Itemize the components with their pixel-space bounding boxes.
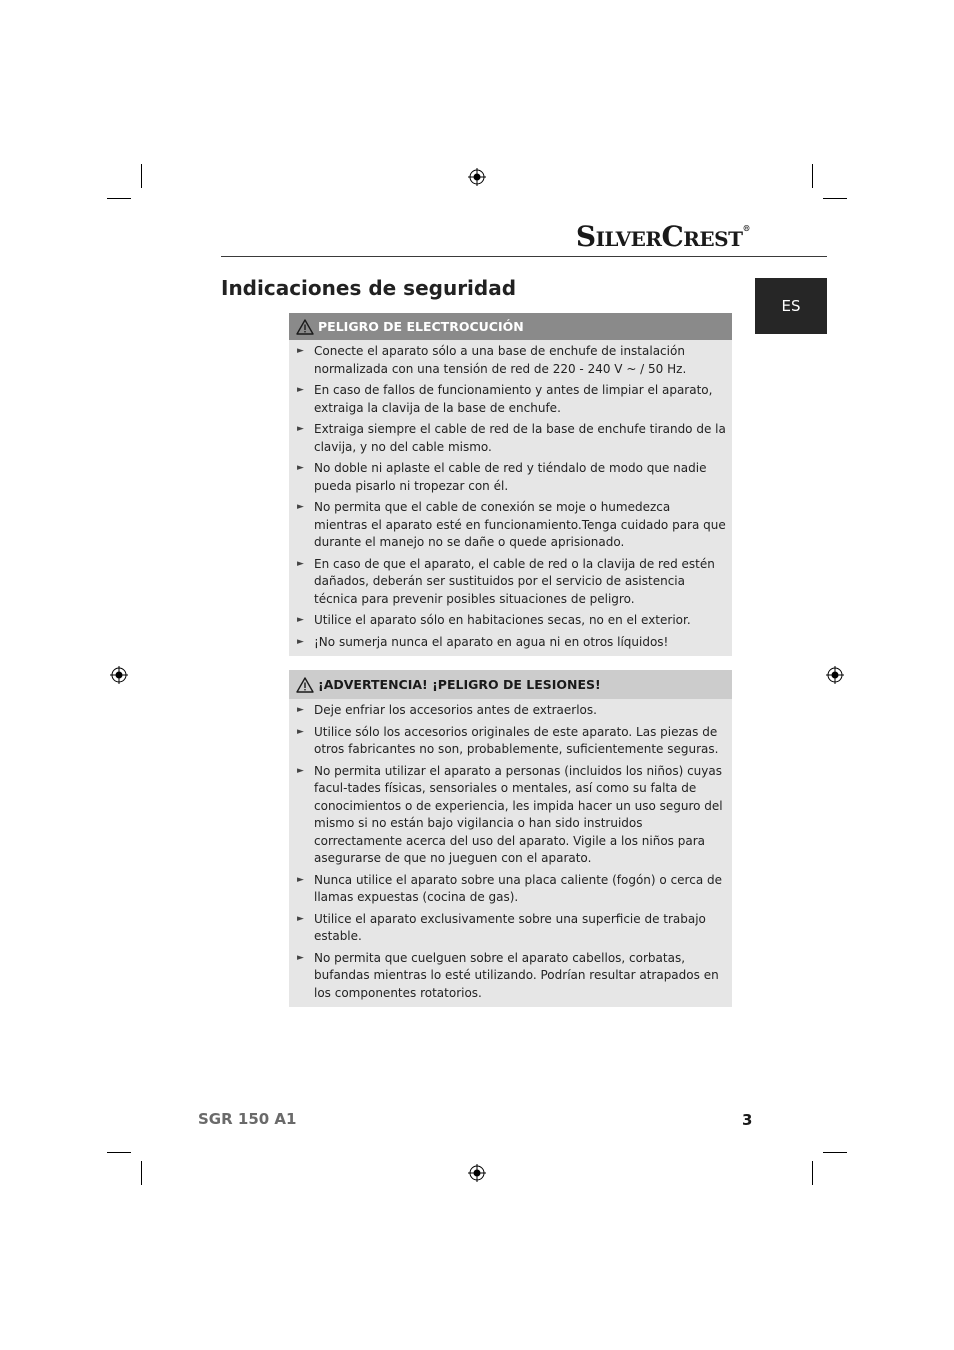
bullet-arrow-icon: ► [297, 636, 304, 647]
list-item [297, 634, 726, 652]
list-item-text: Conecte el aparato sólo a una base de enchufe de instalación normalizada con una tensión de red de 220 - 240 V ~ / 50 Hz. [314, 344, 687, 376]
bullet-arrow-icon: ► [297, 705, 304, 715]
section-heading-text: ¡ADVERTENCIA! ¡PELIGRO DE LESIONES! [318, 677, 601, 692]
bullet-arrow-icon: ► [297, 726, 304, 737]
section-heading-text: PELIGRO DE ELECTROCUCIÓN [318, 319, 524, 334]
warning-triangle-icon [296, 319, 314, 335]
crop-mark [812, 164, 813, 188]
bullet-arrow-icon: ► [297, 558, 304, 569]
bullet-arrow-icon: ► [297, 463, 304, 473]
list-item-text: Deje enfriar los accesorios antes de extraerlos. [314, 703, 597, 717]
brand-text: REST [683, 227, 743, 251]
list-item-text: No permita que cuelguen sobre el aparato cabellos, corbatas, bufandas mientras lo esté utilizando. Podrían resultar atrapados en los componentes rotatorios. [314, 950, 719, 1000]
brand-initial: C [661, 220, 684, 253]
list-item-text: En caso de fallos de funcionamiento y antes de limpiar el aparato, extraiga la clavija de la base de enchufe. [314, 383, 713, 415]
list-item-text: Nunca utilice el aparato sobre una placa caliente (fogón) o cerca de llamas expuestas (cocina de gas). [314, 872, 722, 904]
bullet-arrow-icon: ► [297, 502, 304, 512]
list-item [297, 763, 726, 868]
list-item-text: No permita que el cable de conexión se moje o humedezca mientras el aparato esté en funcionamiento.Tenga cuidado para que durante el manejo no se dañe o quede aprisionado. [314, 500, 726, 549]
bullet-arrow-icon: ► [297, 346, 304, 356]
safety-box-electrocution [289, 313, 732, 656]
registration-mark-icon [468, 168, 486, 186]
bullet-arrow-icon: ► [297, 874, 304, 885]
list-item-text: Utilice el aparato sólo en habitaciones secas, no en el exterior. [314, 613, 691, 627]
section-heading [289, 313, 732, 340]
registration-mark-icon [468, 1164, 486, 1182]
list-item-text: ¡No sumerja nunca el aparato en agua ni en otros líquidos! [314, 634, 669, 649]
language-tab: ES [755, 278, 827, 334]
page-title: Indicaciones de seguridad [221, 276, 517, 300]
crop-mark [107, 198, 131, 199]
registration-mark-icon [110, 666, 128, 684]
bullet-arrow-icon: ► [297, 424, 304, 434]
list-item-text: No permita utilizar el aparato a personas (incluidos los niños) cuyas facul-tades físicas, sensoriales o mentales, así como su falta de conocimientos o de experiencia, les impida hacer un uso seguro del mismo si no están bajo vigilancia o han sido instruidos correctamente acerca del uso del aparato. Vigile a los niños para asegurarse de que no jueguen con el aparato. [314, 763, 723, 865]
list-item-text: No doble ni aplaste el cable de red y tiéndalo de modo que nadie pueda pisarlo ni tropezar con él. [314, 461, 707, 493]
crop-mark [141, 164, 142, 188]
list-item [297, 421, 726, 456]
list-item [297, 702, 726, 720]
safety-list [289, 340, 732, 656]
list-item-text: Utilice sólo los accesorios originales de este aparato. Las piezas de otros fabricantes no son, probablemente, suficientemente seguras. [314, 724, 719, 756]
list-item [297, 556, 726, 609]
crop-mark [823, 198, 847, 199]
registered-mark: ® [742, 223, 750, 233]
safety-box-injury [289, 670, 732, 1007]
crop-mark [823, 1152, 847, 1153]
crop-mark [107, 1152, 131, 1153]
list-item-text: Utilice el aparato exclusivamente sobre una superficie de trabajo estable. [314, 911, 706, 943]
list-item-text: Extraiga siempre el cable de red de la base de enchufe tirando de la clavija, y no del cable mismo. [314, 422, 726, 454]
list-item [297, 911, 726, 946]
list-item-text: En caso de que el aparato, el cable de red o la clavija de red estén dañados, deberán ser sustituidos por el servicio de asistencia técnica para prevenir posibles situaciones de peligro. [314, 556, 715, 606]
list-item [297, 612, 726, 630]
list-item [297, 499, 726, 552]
list-item [297, 872, 726, 907]
list-item [297, 950, 726, 1003]
list-item [297, 382, 726, 417]
brand-text: ILVER [595, 227, 662, 251]
bullet-arrow-icon: ► [297, 952, 304, 963]
bullet-arrow-icon: ► [297, 615, 304, 625]
crop-mark [141, 1161, 142, 1185]
registration-mark-icon [826, 666, 844, 684]
page-number: 3 [742, 1111, 753, 1129]
safety-list [289, 699, 732, 1007]
bullet-arrow-icon: ► [297, 385, 304, 395]
brand-logo [560, 220, 750, 253]
warning-triangle-icon [296, 677, 314, 693]
list-item [297, 343, 726, 378]
bullet-arrow-icon: ► [297, 913, 304, 924]
list-item [297, 460, 726, 495]
crop-mark [812, 1161, 813, 1185]
bullet-arrow-icon: ► [297, 765, 304, 776]
header-rule [221, 256, 827, 257]
list-item [297, 724, 726, 759]
model-number: SGR 150 A1 [198, 1110, 297, 1128]
brand-initial: S [575, 220, 596, 253]
section-heading [289, 670, 732, 699]
